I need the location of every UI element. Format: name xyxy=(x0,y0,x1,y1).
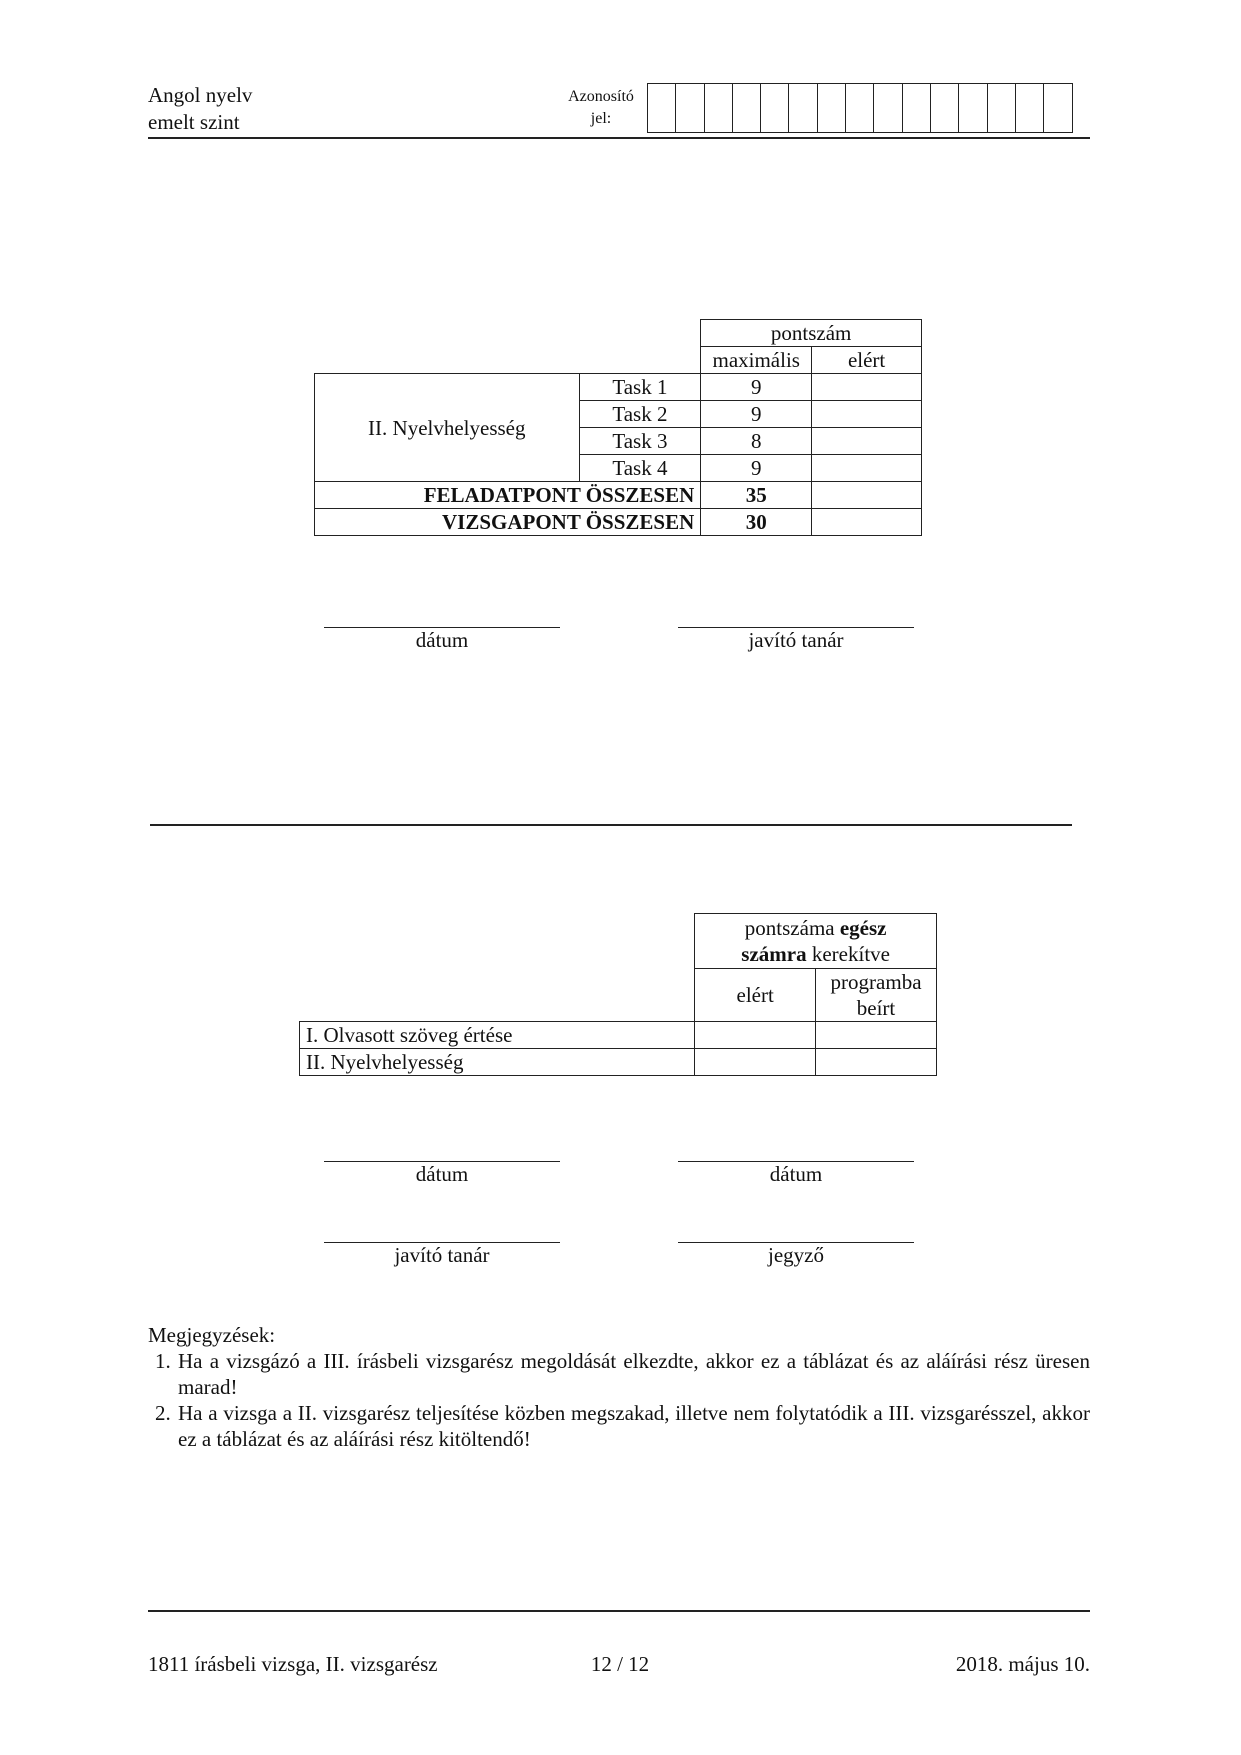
summary-group-header: pontszáma egész számra kerekítve xyxy=(695,914,937,969)
section-separator xyxy=(150,824,1072,826)
task-label: Task 4 xyxy=(579,455,701,482)
id-label xyxy=(556,86,646,130)
date-label: dátum xyxy=(415,1162,469,1186)
id-code-box[interactable] xyxy=(818,84,846,132)
col-entered-header: programba beírt xyxy=(816,969,937,1022)
page-number: 12 / 12 xyxy=(590,1652,650,1676)
total-exam-label: VIZSGAPONT ÖSSZESEN xyxy=(315,509,701,536)
task-label: Task 3 xyxy=(579,428,701,455)
date-label: dátum xyxy=(415,628,469,652)
id-code-box[interactable] xyxy=(874,84,902,132)
col-max-header: maximális xyxy=(701,347,812,374)
section-label: II. Nyelvhelyesség xyxy=(315,374,580,482)
summary-entered-cell[interactable] xyxy=(816,1049,937,1076)
id-code-box[interactable] xyxy=(789,84,817,132)
id-code-box[interactable] xyxy=(676,84,704,132)
total-task-value: 35 xyxy=(701,482,812,509)
task-max: 9 xyxy=(701,401,812,428)
footer-exam-info: 1811 írásbeli vizsga, II. vizsgarész xyxy=(148,1652,438,1676)
summary-entered-cell[interactable] xyxy=(816,1022,937,1049)
id-code-box[interactable] xyxy=(1044,84,1072,132)
registrar-label: jegyző xyxy=(768,1243,824,1267)
task-max: 9 xyxy=(701,374,812,401)
summary-table xyxy=(299,913,937,1076)
task-max: 9 xyxy=(701,455,812,482)
task-achieved-cell[interactable] xyxy=(812,374,922,401)
summary-row-label: II. Nyelvhelyesség xyxy=(300,1049,695,1076)
subject-level: emelt szint xyxy=(148,110,240,134)
header-rule xyxy=(148,137,1090,139)
id-label-line2: jel: xyxy=(590,110,612,127)
id-code-box[interactable] xyxy=(988,84,1016,132)
header-subject xyxy=(148,82,252,136)
note-item: 2. Ha a vizsga a II. vizsgarész teljesítése közben megszakad, illetve nem folytatódik a III. vizsgarésszel, akkor ez a táblázat és az aláírási rész kitöltendő! xyxy=(176,1400,1090,1452)
task-achieved-cell[interactable] xyxy=(812,401,922,428)
footer-rule xyxy=(148,1610,1090,1612)
task-achieved-cell[interactable] xyxy=(812,455,922,482)
id-code-box[interactable] xyxy=(931,84,959,132)
id-code-box[interactable] xyxy=(733,84,761,132)
id-code-box[interactable] xyxy=(846,84,874,132)
score-table xyxy=(314,319,922,536)
summary-achieved-cell[interactable] xyxy=(695,1022,816,1049)
col-achieved-header: elért xyxy=(695,969,816,1022)
notes-title: Megjegyzések: xyxy=(148,1323,276,1347)
total-task-label: FELADATPONT ÖSSZESEN xyxy=(315,482,701,509)
task-max: 8 xyxy=(701,428,812,455)
id-code-box[interactable] xyxy=(903,84,931,132)
id-code-box[interactable] xyxy=(1016,84,1044,132)
col-achieved-header: elért xyxy=(812,347,922,374)
total-exam-achieved-cell[interactable] xyxy=(812,509,922,536)
teacher-label: javító tanár xyxy=(748,628,844,652)
id-code-boxes[interactable] xyxy=(647,83,1073,133)
notes-section xyxy=(148,1322,1090,1452)
task-achieved-cell[interactable] xyxy=(812,428,922,455)
footer-date: 2018. május 10. xyxy=(955,1652,1090,1676)
id-label-line1: Azonosító xyxy=(568,88,634,105)
note-item: 1. Ha a vizsgázó a III. írásbeli vizsgarész megoldását elkezdte, akkor ez a táblázat és az aláírási rész üresen marad! xyxy=(176,1348,1090,1400)
task-label: Task 2 xyxy=(579,401,701,428)
id-code-box[interactable] xyxy=(705,84,733,132)
summary-achieved-cell[interactable] xyxy=(695,1049,816,1076)
id-code-box[interactable] xyxy=(648,84,676,132)
summary-row-label: I. Olvasott szöveg értése xyxy=(300,1022,695,1049)
subject-name: Angol nyelv xyxy=(148,83,253,107)
task-label: Task 1 xyxy=(579,374,701,401)
total-exam-value: 30 xyxy=(701,509,812,536)
col-group-header: pontszám xyxy=(701,320,922,347)
teacher-label: javító tanár xyxy=(394,1243,490,1267)
date-label: dátum xyxy=(769,1162,823,1186)
id-code-box[interactable] xyxy=(761,84,789,132)
id-code-box[interactable] xyxy=(959,84,987,132)
notes-list xyxy=(148,1348,1090,1452)
total-task-achieved-cell[interactable] xyxy=(812,482,922,509)
